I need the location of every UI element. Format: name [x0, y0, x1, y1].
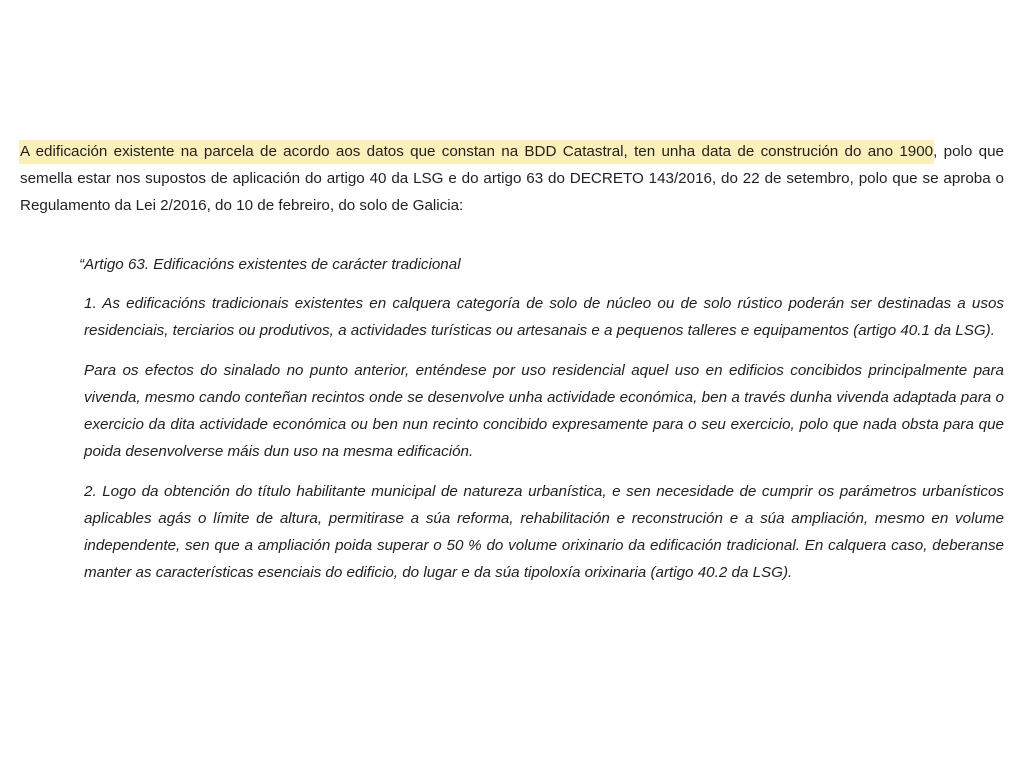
intro-paragraph-block [20, 138, 1004, 219]
quoted-paragraph-2: Para os efectos do sinalado no punto anterior, enténdese por uso residencial aquel uso en edificios concibidos principalmente para vivenda, mesmo cando conteñan recintos onde se desenvolve unha actividade económica, ben a través dunha vivenda adaptada para o exercicio da dita actividade económica ou ben nun recinto concibido expresamente para o seu exercicio, polo que nada obsta para que poida desenvolverse máis dun uso na mesma edificación. [84, 362, 1004, 460]
intro-paragraph [20, 138, 1004, 219]
intro-paragraph-remainder: , polo que semella estar nos supostos de aplicación do artigo 40 da LSG e do artigo 63 do DECRETO 143/2016, do 22 de setembro, polo que se aproba o Regulamento da Lei 2/2016, do 10 de febreiro, do solo de Galicia: [20, 143, 1004, 214]
quoted-article-heading: “Artigo 63. Edificacións existentes de carácter tradicional [79, 256, 461, 273]
highlighted-text: A edificación existente na parcela de acordo aos datos que constan na BDD Catastral, ten unha data de construción do ano 1900 [20, 141, 933, 163]
quoted-paragraph-3: 2. Logo da obtención do título habilitante municipal de natureza urbanística, e sen necesidade de cumprir os parámetros urbanísticos aplicables agás o límite de altura, permitirase a súa reforma, rehabilitación e reconstrución e a súa ampliación, mesmo en volume independente, sen que a ampliación poida superar o 50 % do volume orixinario da edificación tradicional. En calquera caso, deberanse manter as características esenciais do edificio, do lugar e da súa tipoloxía orixinaria (artigo 40.2 da LSG). [84, 483, 1004, 581]
quoted-article-block [79, 251, 1004, 586]
quoted-paragraph-1: 1. As edificacións tradicionais existentes en calquera categoría de solo de núcleo ou de solo rústico poderán ser destinadas a usos residenciais, terciarios ou produtivos, a actividades turísticas ou artesanais e a pequenos talleres e equipamentos (artigo 40.1 da LSG). [84, 295, 1004, 339]
